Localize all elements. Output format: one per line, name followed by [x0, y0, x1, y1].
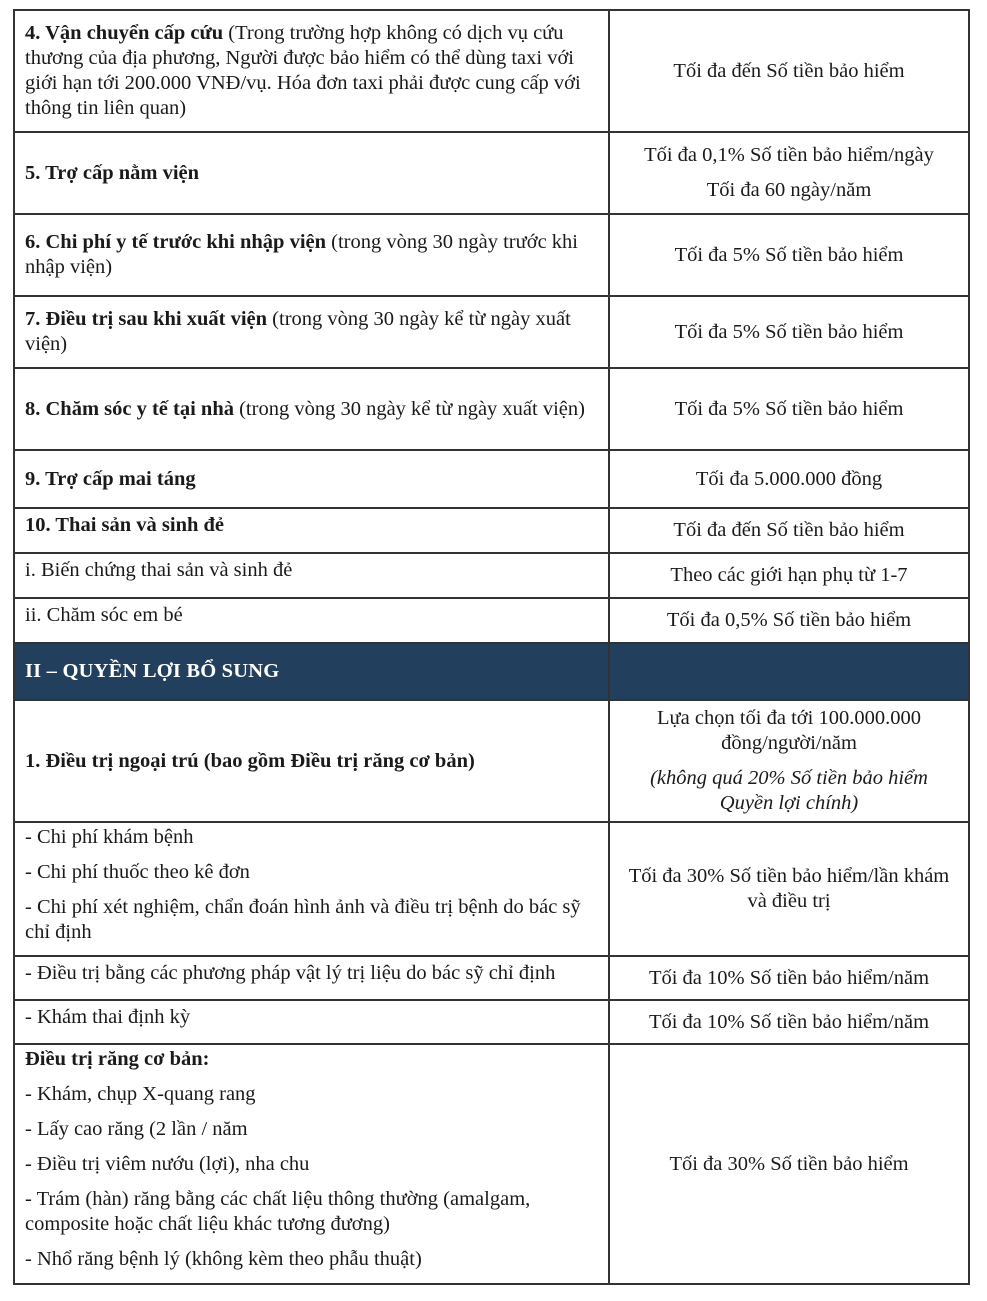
table-row: [14, 214, 969, 296]
table-row: [14, 10, 969, 132]
benefit-label: [14, 368, 609, 450]
table-row: [14, 368, 969, 450]
limit-note: (không quá 20% Số tiền bảo hiểm Quyền lợi chính): [650, 767, 928, 814]
benefit-detail: (Trong trường hợp không có dịch vụ cứu thương của địa phương, Người được bảo hiểm có thể dùng taxi với giới hạn tới 200.000 VNĐ/vụ. Hóa đơn taxi phải được cung cấp với thông tin liên quan): [25, 22, 581, 119]
list-item: - Chi phí khám bệnh: [25, 826, 194, 848]
list-item: - Trám (hàn) răng bằng các chất liệu thông thường (amalgam, composite hoặc chất liệu khác tương đương): [25, 1188, 531, 1235]
benefit-limit: Tối đa 10% Số tiền bảo hiểm/năm: [609, 1000, 969, 1044]
section-title: II – QUYỀN LỢI BỔ SUNG: [14, 643, 609, 700]
table-row: [14, 553, 969, 598]
benefit-title: 5. Trợ cấp nằm viện: [25, 161, 200, 184]
benefit-limit: Tối đa 5% Số tiền bảo hiểm: [609, 214, 969, 296]
benefit-label: [14, 10, 609, 132]
benefit-limit: Tối đa đến Số tiền bảo hiểm: [609, 508, 969, 553]
benefit-title: 1. Điều trị ngoại trú (bao gồm Điều trị răng cơ bản): [25, 749, 475, 772]
benefit-title: 6. Chi phí y tế trước khi nhập viện: [25, 231, 327, 253]
benefit-detail: (trong vòng 30 ngày kể từ ngày xuất viện): [25, 308, 571, 355]
benefit-detail: (trong vòng 30 ngày kể từ ngày xuất viện): [233, 397, 585, 420]
table-row: [14, 450, 969, 508]
limit-line: Lựa chọn tối đa tới 100.000.000 đồng/người/năm: [657, 707, 921, 754]
section-header-row: [14, 643, 969, 700]
dental-heading: Điều trị răng cơ bản:: [25, 1048, 210, 1070]
benefit-label: i. Biến chứng thai sản và sinh đẻ: [14, 553, 609, 598]
benefit-label: [14, 132, 609, 214]
table-row: [14, 822, 969, 956]
benefit-label: [14, 1044, 609, 1284]
benefit-label: - Khám thai định kỳ: [14, 1000, 609, 1044]
list-item: - Chi phí xét nghiệm, chẩn đoán hình ảnh và điều trị bệnh do bác sỹ chỉ định: [25, 896, 581, 943]
table-row: [14, 598, 969, 643]
benefit-limit: Theo các giới hạn phụ từ 1-7: [609, 553, 969, 598]
benefit-limit: Tối đa 5% Số tiền bảo hiểm: [609, 296, 969, 368]
benefits-table: [13, 9, 970, 1285]
benefit-limit: Tối đa 30% Số tiền bảo hiểm: [609, 1044, 969, 1284]
benefit-limit: Tối đa 5% Số tiền bảo hiểm: [609, 368, 969, 450]
benefit-title: 8. Chăm sóc y tế tại nhà: [25, 397, 234, 420]
benefit-detail: (trong vòng 30 ngày trước khi nhập viện): [25, 231, 578, 278]
table-row: [14, 956, 969, 1000]
benefit-limit: [609, 132, 969, 214]
table-row: [14, 132, 969, 214]
benefit-label: [14, 296, 609, 368]
table-row: [14, 1000, 969, 1044]
benefit-title: 9. Trợ cấp mai táng: [25, 467, 196, 490]
limit-line: Tối đa 0,1% Số tiền bảo hiểm/ngày: [644, 144, 934, 166]
benefit-label: [14, 508, 609, 553]
benefit-limit: [609, 700, 969, 822]
benefit-label: [14, 450, 609, 508]
limit-line: Tối đa 60 ngày/năm: [706, 179, 872, 201]
benefit-label: - Điều trị bằng các phương pháp vật lý trị liệu do bác sỹ chỉ định: [14, 956, 609, 1000]
list-item: - Nhổ răng bệnh lý (không kèm theo phẫu thuật): [25, 1248, 422, 1270]
benefit-limit: Tối đa 30% Số tiền bảo hiểm/lần khám và điều trị: [609, 822, 969, 956]
benefit-limit: Tối đa 10% Số tiền bảo hiểm/năm: [609, 956, 969, 1000]
list-item: - Chi phí thuốc theo kê đơn: [25, 861, 250, 883]
benefit-label: [14, 700, 609, 822]
benefit-label: [14, 822, 609, 956]
benefit-limit: Tối đa 0,5% Số tiền bảo hiểm: [609, 598, 969, 643]
section-header-blank: [609, 643, 969, 700]
benefit-limit: Tối đa đến Số tiền bảo hiểm: [609, 10, 969, 132]
benefit-limit: Tối đa 5.000.000 đồng: [609, 450, 969, 508]
list-item: - Điều trị viêm nướu (lợi), nha chu: [25, 1153, 310, 1175]
benefit-title: 7. Điều trị sau khi xuất viện: [25, 308, 268, 330]
benefit-label: ii. Chăm sóc em bé: [14, 598, 609, 643]
benefit-title: 10. Thai sản và sinh đẻ: [25, 514, 225, 536]
table-row: [14, 508, 969, 553]
list-item: - Lấy cao răng (2 lần / năm: [25, 1118, 248, 1140]
table-row: [14, 700, 969, 822]
benefit-title: 4. Vận chuyển cấp cứu: [25, 22, 224, 44]
list-item: - Khám, chụp X-quang rang: [25, 1083, 256, 1105]
table-row: [14, 296, 969, 368]
table-row: [14, 1044, 969, 1284]
benefit-label: [14, 214, 609, 296]
